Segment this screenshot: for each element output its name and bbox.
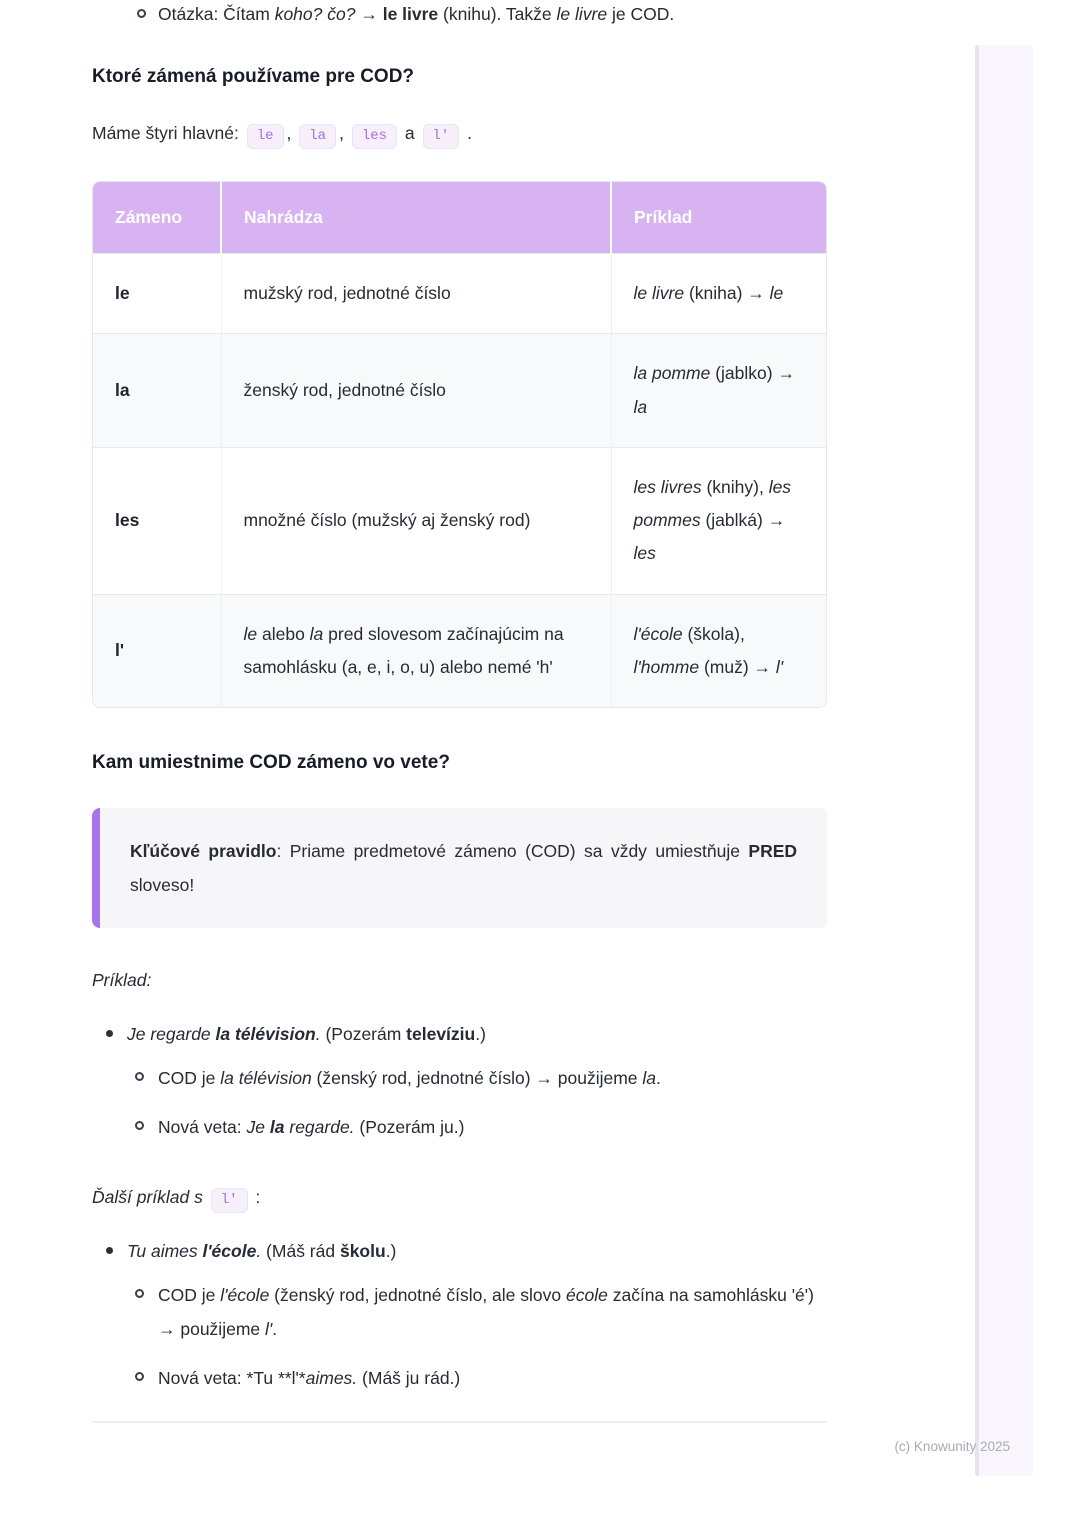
example2-sublist [127,1278,827,1395]
document-content [92,0,827,1423]
cell-nahradza: mužský rod, jednotné číslo [221,254,611,334]
list-item [127,1278,827,1346]
example1-sub2-text: Nová veta: Je la regarde. (Pozerám ju.) [158,1117,465,1138]
cell-priklad: la pomme (jablko) → la [611,334,826,448]
next-example-label: Ďalší príklad s l' : [92,1183,827,1211]
cell-priklad: le livre (kniha) → le [611,254,826,334]
list-item [92,0,827,28]
table-header-zameno: Zámeno [93,182,221,254]
cell-zameno: les [93,447,221,594]
lead-paragraph: Máme štyri hlavné: le , la , les a l' . [92,116,827,151]
cell-zameno: la [93,334,221,448]
table-row [93,254,826,334]
cell-priklad: l'école (škola), l'homme (muž) → l' [611,594,826,707]
table-header-nahradza: Nahrádza [221,182,611,254]
list-item [92,1020,827,1144]
example-label: Príklad: [92,970,152,991]
list-item [127,1110,827,1144]
cell-zameno: le [93,254,221,334]
table-header-priklad: Príklad [611,182,826,254]
cell-priklad: les livres (knihy), les pommes (jablká) → les [611,447,826,594]
example2-sub1-text: COD je l'école (ženský rod, jednotné číslo, ale slovo école začína na samohlásku 'é') → použijeme l'. [158,1284,814,1340]
cell-nahradza: množné číslo (mužský aj ženský rod) [221,447,611,594]
circle-bullet-icon [135,1372,144,1381]
table-row [93,334,826,448]
list-item [92,1237,827,1395]
page-edge-strip [975,45,1033,1476]
table-row [93,594,826,707]
disc-bullet-icon [106,1030,113,1037]
table-header-row [93,182,826,254]
example2-main-text: Tu aimes l'école. (Máš rád školu.) [127,1240,397,1261]
pronoun-table [92,181,827,708]
cell-nahradza: ženský rod, jednotné číslo [221,334,611,448]
example1-list [92,1020,827,1144]
divider [92,1421,827,1423]
example2-sub2-text: Nová veta: *Tu **l'*aimes. (Máš ju rád.) [158,1368,461,1389]
list-item [127,1361,827,1395]
circle-bullet-icon [135,1121,144,1130]
cell-zameno: l' [93,594,221,707]
circle-bullet-icon [137,9,146,18]
cell-nahradza: le alebo la pred slovesom začínajúcim na samohlásku (a, e, i, o, u) alebo nemé 'h' [221,594,611,707]
callout-text: Kľúčové pravidlo: Priame predmetové zámeno (COD) sa vždy umiestňuje PRED sloveso! [130,841,798,896]
example2-list [92,1237,827,1395]
key-rule-callout [92,808,827,928]
section-heading-placement: Kam umiestnime COD zámeno vo vete? [92,752,450,773]
copyright-footer: (c) Knowunity 2025 [894,1439,1010,1454]
example1-sub1-text: COD je la télévision (ženský rod, jednotné číslo) → použijeme la. [158,1068,661,1089]
example1-main-text: Je regarde la télévision. (Pozerám televíziu.) [127,1024,486,1045]
table-row [93,447,826,594]
list-item [127,1061,827,1095]
section-heading-pronouns: Ktoré zámená používame pre COD? [92,66,415,87]
circle-bullet-icon [135,1289,144,1298]
circle-bullet-icon [135,1072,144,1081]
intro-list [92,0,827,28]
intro-text: Otázka: Čítam koho? čo? → le livre (knihu). Takže le livre je COD. [158,4,675,24]
disc-bullet-icon [106,1247,113,1254]
example1-sublist [127,1061,827,1144]
